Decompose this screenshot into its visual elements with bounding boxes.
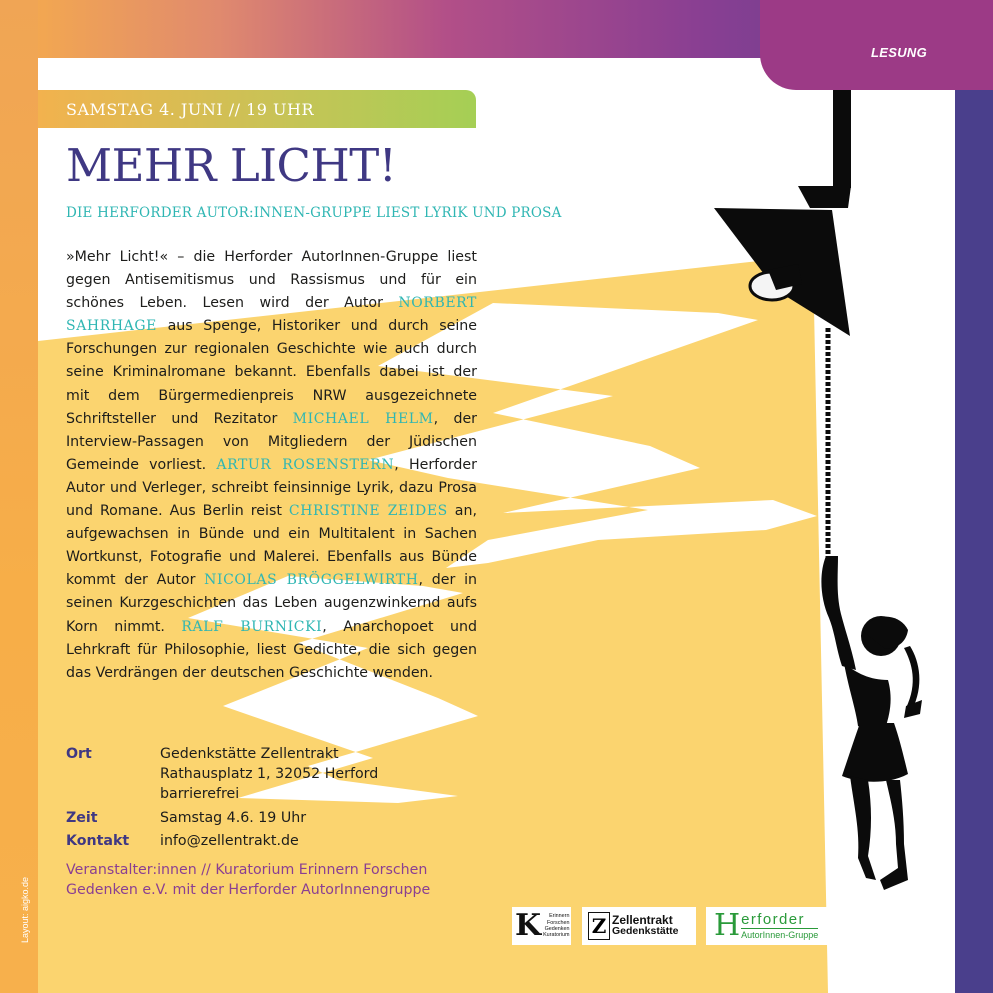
author-name: CHRISTINE ZEIDES — [288, 503, 448, 520]
time-value: Samstag 4.6. 19 Uhr — [160, 810, 307, 826]
logo-text: Forschen — [546, 919, 570, 926]
info-label: Zeit — [66, 810, 98, 826]
zellentrakt-mark-icon: Z — [588, 912, 610, 940]
info-label: Ort — [66, 746, 92, 762]
author-name: RALF BURNICKI — [181, 618, 323, 635]
author-name: NORBERT SAHRHAGE — [66, 295, 477, 335]
location-accessibility: barrierefrei — [160, 786, 240, 802]
event-description — [66, 246, 477, 685]
logo-text: Gedenken — [544, 926, 570, 932]
herforder-logo — [706, 907, 838, 945]
logo-text: Zellentrakt — [612, 913, 673, 927]
page-title: MEHR LICHT! — [66, 139, 397, 192]
contact-email-link[interactable]: info@zellentrakt.de — [160, 833, 299, 849]
description-text: , Herforder Autor und Verleger, schreibt feinsinnige Lyrik, dazu Prosa und Romane. Aus Berlin reist — [66, 456, 477, 520]
location-address: Rathausplatz 1, 32052 Herford — [160, 766, 379, 782]
event-subtitle: DIE HERFORDER AUTOR:INNEN-GRUPPE LIEST LYRIK UND PROSA — [66, 205, 562, 221]
logo-text: Kuratorium — [543, 932, 570, 939]
author-name: MICHAEL HELM — [292, 410, 434, 427]
logo-text: Erinnern — [549, 913, 570, 920]
description-text: »Mehr Licht!« – die Herforder AutorInnen-Gruppe liest gegen Antisemitismus und Rassismus und für ein schönes Leben. Lesen wird der Autor — [66, 249, 477, 312]
description-text: aus Spenge, Historiker und durch seine Forschungen zur regionalen Geschichte wie auch durch seine Kriminalromane bekannt. Ebenfalls dabei ist der mit dem Bürgermedienpreis NRW ausgezeichnete Schriftsteller und Rezitator — [66, 318, 477, 427]
right-border — [955, 58, 993, 993]
herforder-mark-icon: H — [714, 908, 741, 943]
category-label: LESUNG — [871, 45, 927, 60]
logo-text: erforder — [741, 912, 818, 929]
description-text: , der Interview-Passagen von Mitgliedern der Jüdischen Gemeinde vorliest. — [66, 410, 478, 473]
description-text: , der in seinen Kurzgeschichten das Leben augenzwinkernd aufs Korn nimmt. — [66, 572, 478, 635]
location-name: Gedenkstätte Zellentrakt — [160, 746, 339, 762]
left-border — [0, 0, 38, 993]
organizer-note: Veranstalter:innen // Kuratorium Erinnern Forschen Gedenken e.V. mit der Herforder AutorInnengruppe — [66, 862, 431, 898]
author-name: NICOLAS BRÖGGELWIRTH — [204, 572, 419, 589]
girl-silhouette-icon — [821, 556, 922, 890]
author-name: ARTUR ROSENSTERN — [216, 456, 395, 473]
info-label: Kontakt — [66, 833, 130, 849]
kuratorium-mark-icon: K — [515, 908, 542, 943]
description-text: , Anarchopoet und Lehrkraft für Philosophie, liest Gedichte, die sich gegen das Verdrängen der deutschen Geschichte wenden. — [66, 618, 477, 681]
logo-text: AutorInnen-Gruppe — [741, 929, 819, 940]
description-text: an, aufgewachsen in Bünde und ein Multitalent in Sachen Wortkunst, Fotografie und Malerei. Ebenfalls aus Bünde kommt der Autor — [66, 503, 478, 589]
kuratorium-logo — [512, 907, 571, 945]
date-banner — [38, 90, 476, 128]
logo-text: Gedenkstätte — [612, 925, 679, 937]
layout-credit: Layout: aigko.de — [20, 876, 30, 943]
zellentrakt-logo — [582, 907, 696, 945]
event-date-time: SAMSTAG 4. JUNI // 19 UHR — [66, 100, 315, 119]
